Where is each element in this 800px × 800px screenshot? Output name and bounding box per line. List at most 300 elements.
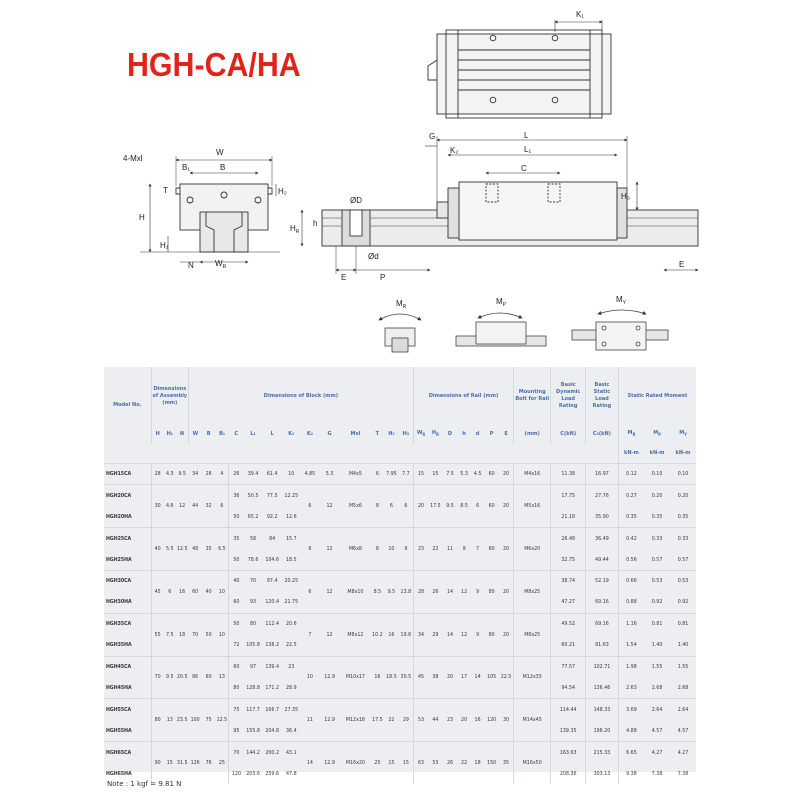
mp-cell: 0.81 xyxy=(644,613,670,634)
shared-cell: M12x35 xyxy=(514,656,551,699)
mr-cell: 0.35 xyxy=(618,506,644,527)
block-c-cell: 60 xyxy=(229,656,244,677)
assembly-cell: 12 xyxy=(176,485,188,528)
moment-mr-icon xyxy=(379,314,421,352)
block-l1-cell: 144.2 xyxy=(244,742,263,763)
shared-cell: 20 xyxy=(499,570,514,613)
model-cell: HGH55CA xyxy=(104,699,151,720)
assembly-cell: 6 xyxy=(164,570,176,613)
table-row xyxy=(104,699,696,720)
block-k1-cell: 22.5 xyxy=(286,642,297,649)
my-cell: 0.33 xyxy=(670,528,696,549)
assembly-cell: 18 xyxy=(176,613,188,656)
shared-cell: 30.5 xyxy=(399,656,414,699)
moment-my-icon xyxy=(572,310,668,350)
my-cell: 7.38 xyxy=(677,770,689,777)
shared-cell: 80 xyxy=(484,613,499,656)
column-header-6: C xyxy=(234,431,239,437)
assembly-cell: 70 xyxy=(151,656,163,699)
shared-cell: 9 xyxy=(471,613,485,656)
assembly-cell: 4.6 xyxy=(164,485,176,528)
shared-cell: 12 xyxy=(457,613,471,656)
header-moment: Static Rated Moment xyxy=(618,367,696,425)
static-cell: 196.20 xyxy=(586,720,619,741)
od-small-label: Ød xyxy=(368,252,379,261)
mr-cell: 0.27 xyxy=(618,485,644,506)
block-k1-cell: 21.75 xyxy=(284,599,299,606)
model-cell: HGH25CA xyxy=(104,528,151,549)
block-k1-cell: 20.6 xyxy=(282,613,301,634)
block-c-cell: 95 xyxy=(229,720,244,741)
assembly-cell: 45 xyxy=(151,570,163,613)
mp-cell: 2.68 xyxy=(651,684,663,691)
shared-cell: M8x25 xyxy=(514,613,551,656)
shared-cell: 10.2 xyxy=(371,613,385,656)
mr-cell: 0.56 xyxy=(618,549,644,570)
block-l-cell: 97.4 xyxy=(263,570,282,591)
block-l1-cell: 97 xyxy=(244,656,263,677)
unit-my: kN-m xyxy=(675,450,691,456)
shared-cell: 11 xyxy=(301,699,319,742)
block-l-cell: 77.5 xyxy=(263,485,282,506)
mr-cell: 1.54 xyxy=(618,635,644,656)
column-header-28: $M_Y$ xyxy=(679,430,687,438)
shared-cell: 53 xyxy=(428,742,443,785)
column-header-1: H₁ xyxy=(166,431,174,437)
dynamic-cell: 47.27 xyxy=(551,592,586,613)
block-l-cell: 104.6 xyxy=(265,556,279,563)
shared-cell: 8 xyxy=(371,485,385,528)
shared-cell: 44 xyxy=(428,699,443,742)
static-cell: 16.97 xyxy=(586,464,619,485)
shared-cell: M5x6 xyxy=(340,485,370,528)
shared-cell: 60 xyxy=(484,485,499,528)
small-h-label: h xyxy=(313,219,318,228)
assembly-cell: 25 xyxy=(215,742,229,785)
assembly-cell: 34 xyxy=(188,464,202,485)
shared-cell: 15 xyxy=(428,464,443,485)
dynamic-cell: 114.44 xyxy=(551,699,586,720)
n-label: N xyxy=(188,261,194,270)
assembly-cell: 70 xyxy=(188,613,202,656)
my-cell: 1.40 xyxy=(677,642,689,649)
header-block: Dimensions of Block (mm) xyxy=(188,367,413,425)
shared-cell: 13.8 xyxy=(399,570,414,613)
model-cell: HGH65HA xyxy=(106,770,132,777)
shared-cell: M10x17 xyxy=(340,656,370,699)
column-header-8: L xyxy=(270,431,274,437)
assembly-cell: 12.5 xyxy=(176,528,188,571)
assembly-cell: 10 xyxy=(215,570,229,613)
h1-label: H₁ xyxy=(160,241,169,250)
block-k1-cell: 47.8 xyxy=(286,770,297,777)
assembly-cell: 44 xyxy=(188,485,202,528)
block-c-cell: 72 xyxy=(229,635,244,656)
l-label: L xyxy=(524,131,529,140)
column-header-0: H xyxy=(151,425,163,444)
unit-mp: kN-m xyxy=(649,450,665,456)
assembly-cell: 10 xyxy=(215,613,229,656)
column-header-20: d xyxy=(475,431,480,437)
shared-cell: 22 xyxy=(384,699,399,742)
header-rail: Dimensions of Rail (mm) xyxy=(413,367,513,425)
my-cell: 0.92 xyxy=(677,599,689,606)
block-l1-cell: 128.8 xyxy=(246,684,260,691)
shared-cell: M16x20 xyxy=(340,742,370,785)
page-title: HGH-CA/HA xyxy=(127,46,301,83)
assembly-cell: 100 xyxy=(188,699,202,742)
shared-cell: 22.5 xyxy=(499,656,514,699)
column-header-11: G xyxy=(327,431,332,437)
spec-table-container xyxy=(104,367,696,777)
mp-cell: 1.55 xyxy=(644,656,670,677)
hr-label: $H_R$ xyxy=(290,224,300,235)
block-l-cell: 259.6 xyxy=(265,770,279,777)
dynamic-cell: 21.18 xyxy=(551,506,586,527)
static-cell: 136.46 xyxy=(586,677,619,698)
assembly-cell: 4 xyxy=(215,464,229,485)
model-cell: HGH30HA xyxy=(106,599,132,606)
shared-cell: 38 xyxy=(428,656,443,699)
shared-cell: M8x25 xyxy=(514,570,551,613)
shared-cell: 150 xyxy=(484,742,499,785)
static-cell: 69.16 xyxy=(586,613,619,634)
shared-cell: 60 xyxy=(484,528,499,571)
shared-cell: 29 xyxy=(428,613,443,656)
shared-cell: 15 xyxy=(384,742,399,785)
block-l1-cell: 78.6 xyxy=(247,556,259,563)
block-l-cell: 112.4 xyxy=(263,613,282,634)
c-label: C xyxy=(521,164,527,173)
shared-cell: 28 xyxy=(413,570,428,613)
column-header-5: B₁ xyxy=(219,431,226,437)
block-k1-cell: 18.5 xyxy=(286,556,297,563)
mr-cell: 6.65 xyxy=(618,742,644,763)
column-header-21: P xyxy=(489,431,494,437)
block-c-cell: 50 xyxy=(229,613,244,634)
block-l1-cell: 70 xyxy=(244,570,263,591)
block-k1-cell: 28.9 xyxy=(286,684,297,691)
block-l-cell: 171.2 xyxy=(265,684,279,691)
shared-cell: 6 xyxy=(371,464,385,485)
shared-cell: 5.3 xyxy=(457,464,471,485)
block-l-cell: 166.7 xyxy=(263,699,282,720)
dynamic-cell: 60.21 xyxy=(551,635,586,656)
block-l-cell: 61.4 xyxy=(263,464,282,485)
block-c-cell: 26 xyxy=(229,464,244,485)
assembly-cell: 12.5 xyxy=(215,699,229,742)
shared-cell: 14 xyxy=(471,656,485,699)
shared-cell: 10 xyxy=(384,528,399,571)
shared-cell: 12.9 xyxy=(319,656,340,699)
assembly-cell: 13 xyxy=(164,699,176,742)
assembly-cell: 4.3 xyxy=(164,464,176,485)
assembly-cell: 30 xyxy=(151,485,163,528)
block-l-cell: 84 xyxy=(263,528,282,549)
shared-cell: 20 xyxy=(443,656,458,699)
shared-cell: 20 xyxy=(499,485,514,528)
shared-cell: 8 xyxy=(371,528,385,571)
shared-cell: 8.5 xyxy=(371,570,385,613)
shared-cell: 45 xyxy=(413,656,428,699)
header-static: Basic Static Load Rating xyxy=(586,367,619,425)
shared-cell: 26 xyxy=(428,570,443,613)
column-header-25: C₀(kN) xyxy=(586,425,619,444)
assembly-cell: 40 xyxy=(151,528,163,571)
h3-label: H₃ xyxy=(621,192,631,201)
model-cell: HGH35HA xyxy=(106,642,132,649)
my-label: $M_Y$ xyxy=(616,295,627,306)
shared-cell: 8.5 xyxy=(457,485,471,528)
mr-cell: 0.12 xyxy=(618,464,644,485)
shared-cell: 4.5 xyxy=(471,464,485,485)
dynamic-cell: 49.52 xyxy=(551,613,586,634)
shared-cell: 23 xyxy=(413,528,428,571)
b-label: B xyxy=(220,163,226,172)
shared-cell: 10 xyxy=(301,656,319,699)
model-cell: HGH45HA xyxy=(106,684,132,691)
w-label: W xyxy=(216,148,224,157)
shared-cell: 7.95 xyxy=(384,464,399,485)
header-assembly: Dimensions of Assembly (mm) xyxy=(151,367,188,425)
shared-cell: 22 xyxy=(457,742,471,785)
dynamic-cell: 17.75 xyxy=(551,485,586,506)
block-l1-cell: 50.5 xyxy=(244,485,263,506)
assembly-cell: 13 xyxy=(215,656,229,699)
shared-cell: 4.85 xyxy=(301,464,319,485)
shared-cell: 80 xyxy=(484,570,499,613)
column-header-13: T xyxy=(375,431,380,437)
assembly-cell: 16 xyxy=(176,570,188,613)
column-header-26: $M_R$ xyxy=(618,425,644,444)
column-header-14: H₂ xyxy=(388,431,395,437)
shared-cell: 7.5 xyxy=(443,464,458,485)
dynamic-cell: 26.48 xyxy=(551,528,586,549)
block-l-cell: 120.4 xyxy=(265,599,279,606)
wr-label: $W_R$ xyxy=(215,259,227,270)
shared-cell: 6 xyxy=(301,570,319,613)
block-l-cell: 204.8 xyxy=(265,727,279,734)
column-header-27: $M_P$ xyxy=(653,430,661,438)
block-k1-cell: 20.25 xyxy=(282,570,301,591)
k1-label: K₁ xyxy=(576,10,585,19)
block-c-cell: 50 xyxy=(229,506,244,527)
shared-cell: 30 xyxy=(499,699,514,742)
shared-cell: 15 xyxy=(413,464,428,485)
block-l1-cell: 58 xyxy=(244,528,263,549)
block-l-cell: 139.4 xyxy=(263,656,282,677)
shared-cell: 34 xyxy=(413,613,428,656)
mp-cell: 0.92 xyxy=(651,599,663,606)
shared-cell: 9.5 xyxy=(443,485,458,528)
shared-cell: 63 xyxy=(413,742,428,785)
mr-cell: 0.66 xyxy=(618,570,644,591)
mr-label: $M_R$ xyxy=(396,299,407,310)
block-l1-cell: 155.8 xyxy=(246,727,260,734)
technical-drawing xyxy=(0,0,800,360)
my-cell: 0.53 xyxy=(670,570,696,591)
block-k1-cell: 36.4 xyxy=(286,727,297,734)
block-l1-cell: 105.8 xyxy=(246,642,260,649)
column-header-3: W xyxy=(188,425,202,444)
block-k1-cell: 43.1 xyxy=(282,742,301,763)
shared-cell: 15 xyxy=(399,742,414,785)
shared-cell: 25 xyxy=(371,742,385,785)
mr-cell: 1.98 xyxy=(618,656,644,677)
block-l1-cell: 80 xyxy=(244,613,263,634)
block-l1-cell: 117.7 xyxy=(244,699,263,720)
column-header-2: N xyxy=(179,431,185,437)
block-k1-cell: 12.25 xyxy=(282,485,301,506)
model-cell: HGH55HA xyxy=(106,727,132,734)
assembly-cell: 20.5 xyxy=(176,656,188,699)
column-header-16: $W_R$ xyxy=(413,425,428,444)
column-header-23: (mm) xyxy=(514,425,551,444)
mr-cell: 0.88 xyxy=(618,592,644,613)
assembly-cell: 126 xyxy=(188,742,202,785)
table-row xyxy=(104,656,696,677)
shared-cell: M16x50 xyxy=(514,742,551,785)
assembly-cell: 28 xyxy=(151,464,163,485)
assembly-cell: 80 xyxy=(151,699,163,742)
shared-cell: 16 xyxy=(471,699,485,742)
static-cell: 52.19 xyxy=(586,570,619,591)
e-label: E xyxy=(341,273,347,282)
model-cell: HGH20HA xyxy=(106,513,132,520)
column-header-10: K₂ xyxy=(306,431,313,437)
shared-cell: 60 xyxy=(484,464,499,485)
block-c-cell: 120 xyxy=(229,763,244,784)
model-cell: HGH35CA xyxy=(104,613,151,634)
header-dynamic: Basic Dynamic Load Rating xyxy=(551,367,586,425)
assembly-cell: 6.5 xyxy=(215,528,229,571)
assembly-cell: 5.5 xyxy=(164,528,176,571)
shared-cell: 29 xyxy=(399,699,414,742)
shared-cell: 14 xyxy=(443,613,458,656)
shared-cell: 12 xyxy=(319,613,340,656)
shared-cell: 120 xyxy=(484,699,499,742)
shared-cell: 6 xyxy=(471,485,485,528)
top-view-block xyxy=(428,20,611,118)
l1-label: L₁ xyxy=(524,145,532,154)
column-header-22: E xyxy=(504,431,508,437)
dynamic-cell: 208.36 xyxy=(551,763,586,784)
block-c-cell: 35 xyxy=(229,528,244,549)
mr-cell: 4.88 xyxy=(618,720,644,741)
my-cell: 2.64 xyxy=(670,699,696,720)
mr-cell: 9.38 xyxy=(618,763,644,784)
g-label: G xyxy=(429,132,436,141)
my-cell: 4.27 xyxy=(670,742,696,763)
shared-cell: 11 xyxy=(443,528,458,571)
k2-label: K₂ xyxy=(450,146,459,155)
mp-cell: 4.27 xyxy=(644,742,670,763)
my-cell: 4.57 xyxy=(677,727,689,734)
assembly-cell: 26 xyxy=(202,464,216,485)
static-cell: 35.90 xyxy=(586,506,619,527)
my-cell: 2.68 xyxy=(677,684,689,691)
shared-cell: 6 xyxy=(399,485,414,528)
dynamic-cell: 38.74 xyxy=(551,570,586,591)
assembly-cell: 90 xyxy=(151,742,163,785)
static-cell: 215.33 xyxy=(586,742,619,763)
table-row xyxy=(104,613,696,634)
mp-cell: 0.33 xyxy=(644,528,670,549)
shared-cell: 18 xyxy=(471,742,485,785)
assembly-cell: 60 xyxy=(202,656,216,699)
table-row xyxy=(104,570,696,591)
table-row xyxy=(104,528,696,549)
shared-cell: 9 xyxy=(399,528,414,571)
dynamic-cell: 139.35 xyxy=(551,720,586,741)
shared-cell: 16 xyxy=(384,613,399,656)
shared-cell: M8x12 xyxy=(340,613,370,656)
block-l-cell: 200.2 xyxy=(263,742,282,763)
column-header-15: H₃ xyxy=(402,431,410,437)
shared-cell: 20 xyxy=(499,528,514,571)
block-c-cell: 60 xyxy=(229,592,244,613)
side-view xyxy=(302,136,698,274)
mp-cell: 7.38 xyxy=(651,770,663,777)
shared-cell: 12 xyxy=(319,528,340,571)
moment-mp-icon xyxy=(456,313,546,346)
static-cell: 303.13 xyxy=(586,763,619,784)
mp-cell: 2.64 xyxy=(644,699,670,720)
model-cell: HGH25HA xyxy=(106,556,132,563)
mr-cell: 0.42 xyxy=(618,528,644,549)
assembly-cell: 55 xyxy=(151,613,163,656)
assembly-cell: 9.5 xyxy=(164,656,176,699)
my-cell: 0.20 xyxy=(670,485,696,506)
dynamic-cell: 77.57 xyxy=(551,656,586,677)
mp-cell: 4.57 xyxy=(651,727,663,734)
shared-cell: 16 xyxy=(371,656,385,699)
static-cell: 102.71 xyxy=(586,656,619,677)
column-header-12: Mxl xyxy=(350,431,361,437)
column-header-19: h xyxy=(462,431,466,437)
block-c-cell: 80 xyxy=(229,677,244,698)
shared-cell: 12.9 xyxy=(319,742,340,785)
mp-cell: 0.10 xyxy=(644,464,670,485)
my-cell: 1.55 xyxy=(670,656,696,677)
static-cell: 36.49 xyxy=(586,528,619,549)
dynamic-cell: 11.38 xyxy=(551,464,586,485)
block-c-cell: 40 xyxy=(229,570,244,591)
shared-cell: 12.9 xyxy=(319,699,340,742)
b1-label: B₁ xyxy=(182,163,191,172)
shared-cell: 22 xyxy=(428,528,443,571)
t-label: T xyxy=(163,186,168,195)
shared-cell: M14x45 xyxy=(514,699,551,742)
assembly-cell: 31.5 xyxy=(176,742,188,785)
four-mxl-label: 4-Mxl xyxy=(123,154,143,163)
column-header-7: L₁ xyxy=(250,431,256,437)
static-cell: 27.76 xyxy=(586,485,619,506)
assembly-cell: 6 xyxy=(215,485,229,528)
assembly-cell: 35 xyxy=(202,528,216,571)
my-cell: 0.57 xyxy=(677,556,689,563)
assembly-cell: 32 xyxy=(202,485,216,528)
assembly-cell: 9.5 xyxy=(176,464,188,485)
assembly-cell: 40 xyxy=(202,570,216,613)
shared-cell: 6 xyxy=(301,485,319,528)
header-bolt: Mounting Bolt for Rail xyxy=(514,367,551,425)
my-cell: 0.35 xyxy=(677,513,689,520)
static-cell: 91.63 xyxy=(586,635,619,656)
model-cell: HGH15CA xyxy=(104,464,151,485)
shared-cell: 17.5 xyxy=(428,485,443,528)
mr-cell: 2.63 xyxy=(618,677,644,698)
